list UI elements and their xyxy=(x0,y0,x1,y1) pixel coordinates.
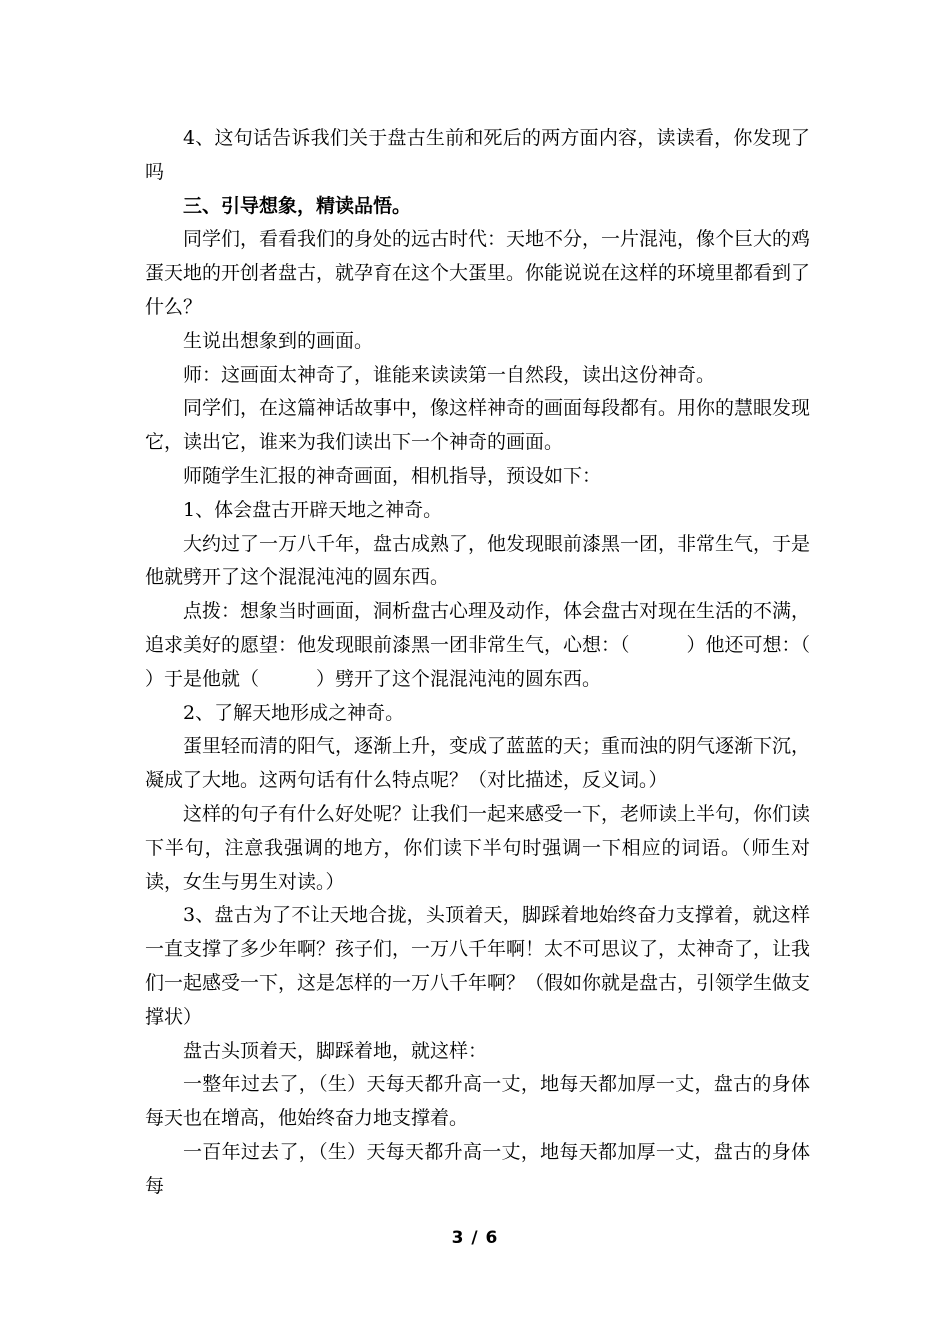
paragraph-7: 师随学生汇报的神奇画面，相机指导，预设如下： xyxy=(183,464,602,487)
paragraph-17: 一百年过去了，（生）天每天都升高一丈，地每天都加厚一丈，盘古的身体每 xyxy=(145,1140,810,1197)
paragraph-14: 3、盘古为了不让天地合拢，头顶着天，脚踩着地始终奋力支撑着，就这样一直支撑了多少年啊？孩子们，一万八千年啊！太不可思议了，太神奇了，让我们一起感受一下，这是怎样的一万八千年啊？（假如你就是盘古，引领学生做支撑状） xyxy=(145,904,811,1028)
page-number: 3 / 6 xyxy=(451,1228,499,1248)
paragraph-1: 4、这句话告诉我们关于盘古生前和死后的两方面内容，读读看，你发现了吗 xyxy=(145,127,810,183)
paragraph-3: 同学们，看看我们的身处的远古时代：天地不分，一片混沌，像个巨大的鸡蛋天地的开创者盘古，就孕育在这个大蛋里。你能说说在这样的环境里都看到了什么？ xyxy=(145,228,811,318)
section-heading: 三、引导想象，精读品悟。 xyxy=(183,194,412,217)
paragraph-12: 蛋里轻而清的阳气，逐渐上升，变成了蓝蓝的天；重而浊的阴气逐渐下沉，凝成了大地。这两句话有什么特点呢？（对比描述，反义词。） xyxy=(145,735,811,792)
paragraph-13: 这样的句子有什么好处呢？让我们一起来感受一下，老师读上半句，你们读下半句，注意我强调的地方，你们读下半句时强调一下相应的词语。（师生对读，女生与男生对读。） xyxy=(145,802,811,893)
paragraph-15: 盘古头顶着天，脚踩着地，就这样： xyxy=(183,1039,488,1062)
paragraph-5: 师：这画面太神奇了，谁能来读读第一自然段，读出这份神奇。 xyxy=(183,363,716,386)
paragraph-6: 同学们，在这篇神话故事中，像这样神奇的画面每段都有。用你的慧眼发现它，读出它，谁来为我们读出下一个神奇的画面。 xyxy=(145,397,811,454)
paragraph-4: 生说出想象到的画面。 xyxy=(183,329,374,352)
paragraph-10: 点拨：想象当时画面，洞析盘古心理及动作，体会盘古对现在生活的不满，追求美好的愿望：他发现眼前漆黑一团非常生气，心想：（ ）他还可想：（ ）于是他就（ ）劈开了这个混混沌沌的圆东西。 xyxy=(145,600,849,690)
paragraph-11: 2、了解天地形成之神奇。 xyxy=(183,701,405,724)
paragraph-9: 大约过了一万八千年，盘古成熟了，他发现眼前漆黑一团，非常生气，于是他就劈开了这个混混沌沌的圆东西。 xyxy=(145,532,811,589)
paragraph-16: 一整年过去了，（生）天每天都升高一丈，地每天都加厚一丈，盘古的身体每天也在增高，他始终奋力地支撑着。 xyxy=(145,1073,810,1130)
paragraph-8: 1、体会盘古开辟天地之神奇。 xyxy=(183,498,443,521)
document-body xyxy=(145,122,849,1204)
